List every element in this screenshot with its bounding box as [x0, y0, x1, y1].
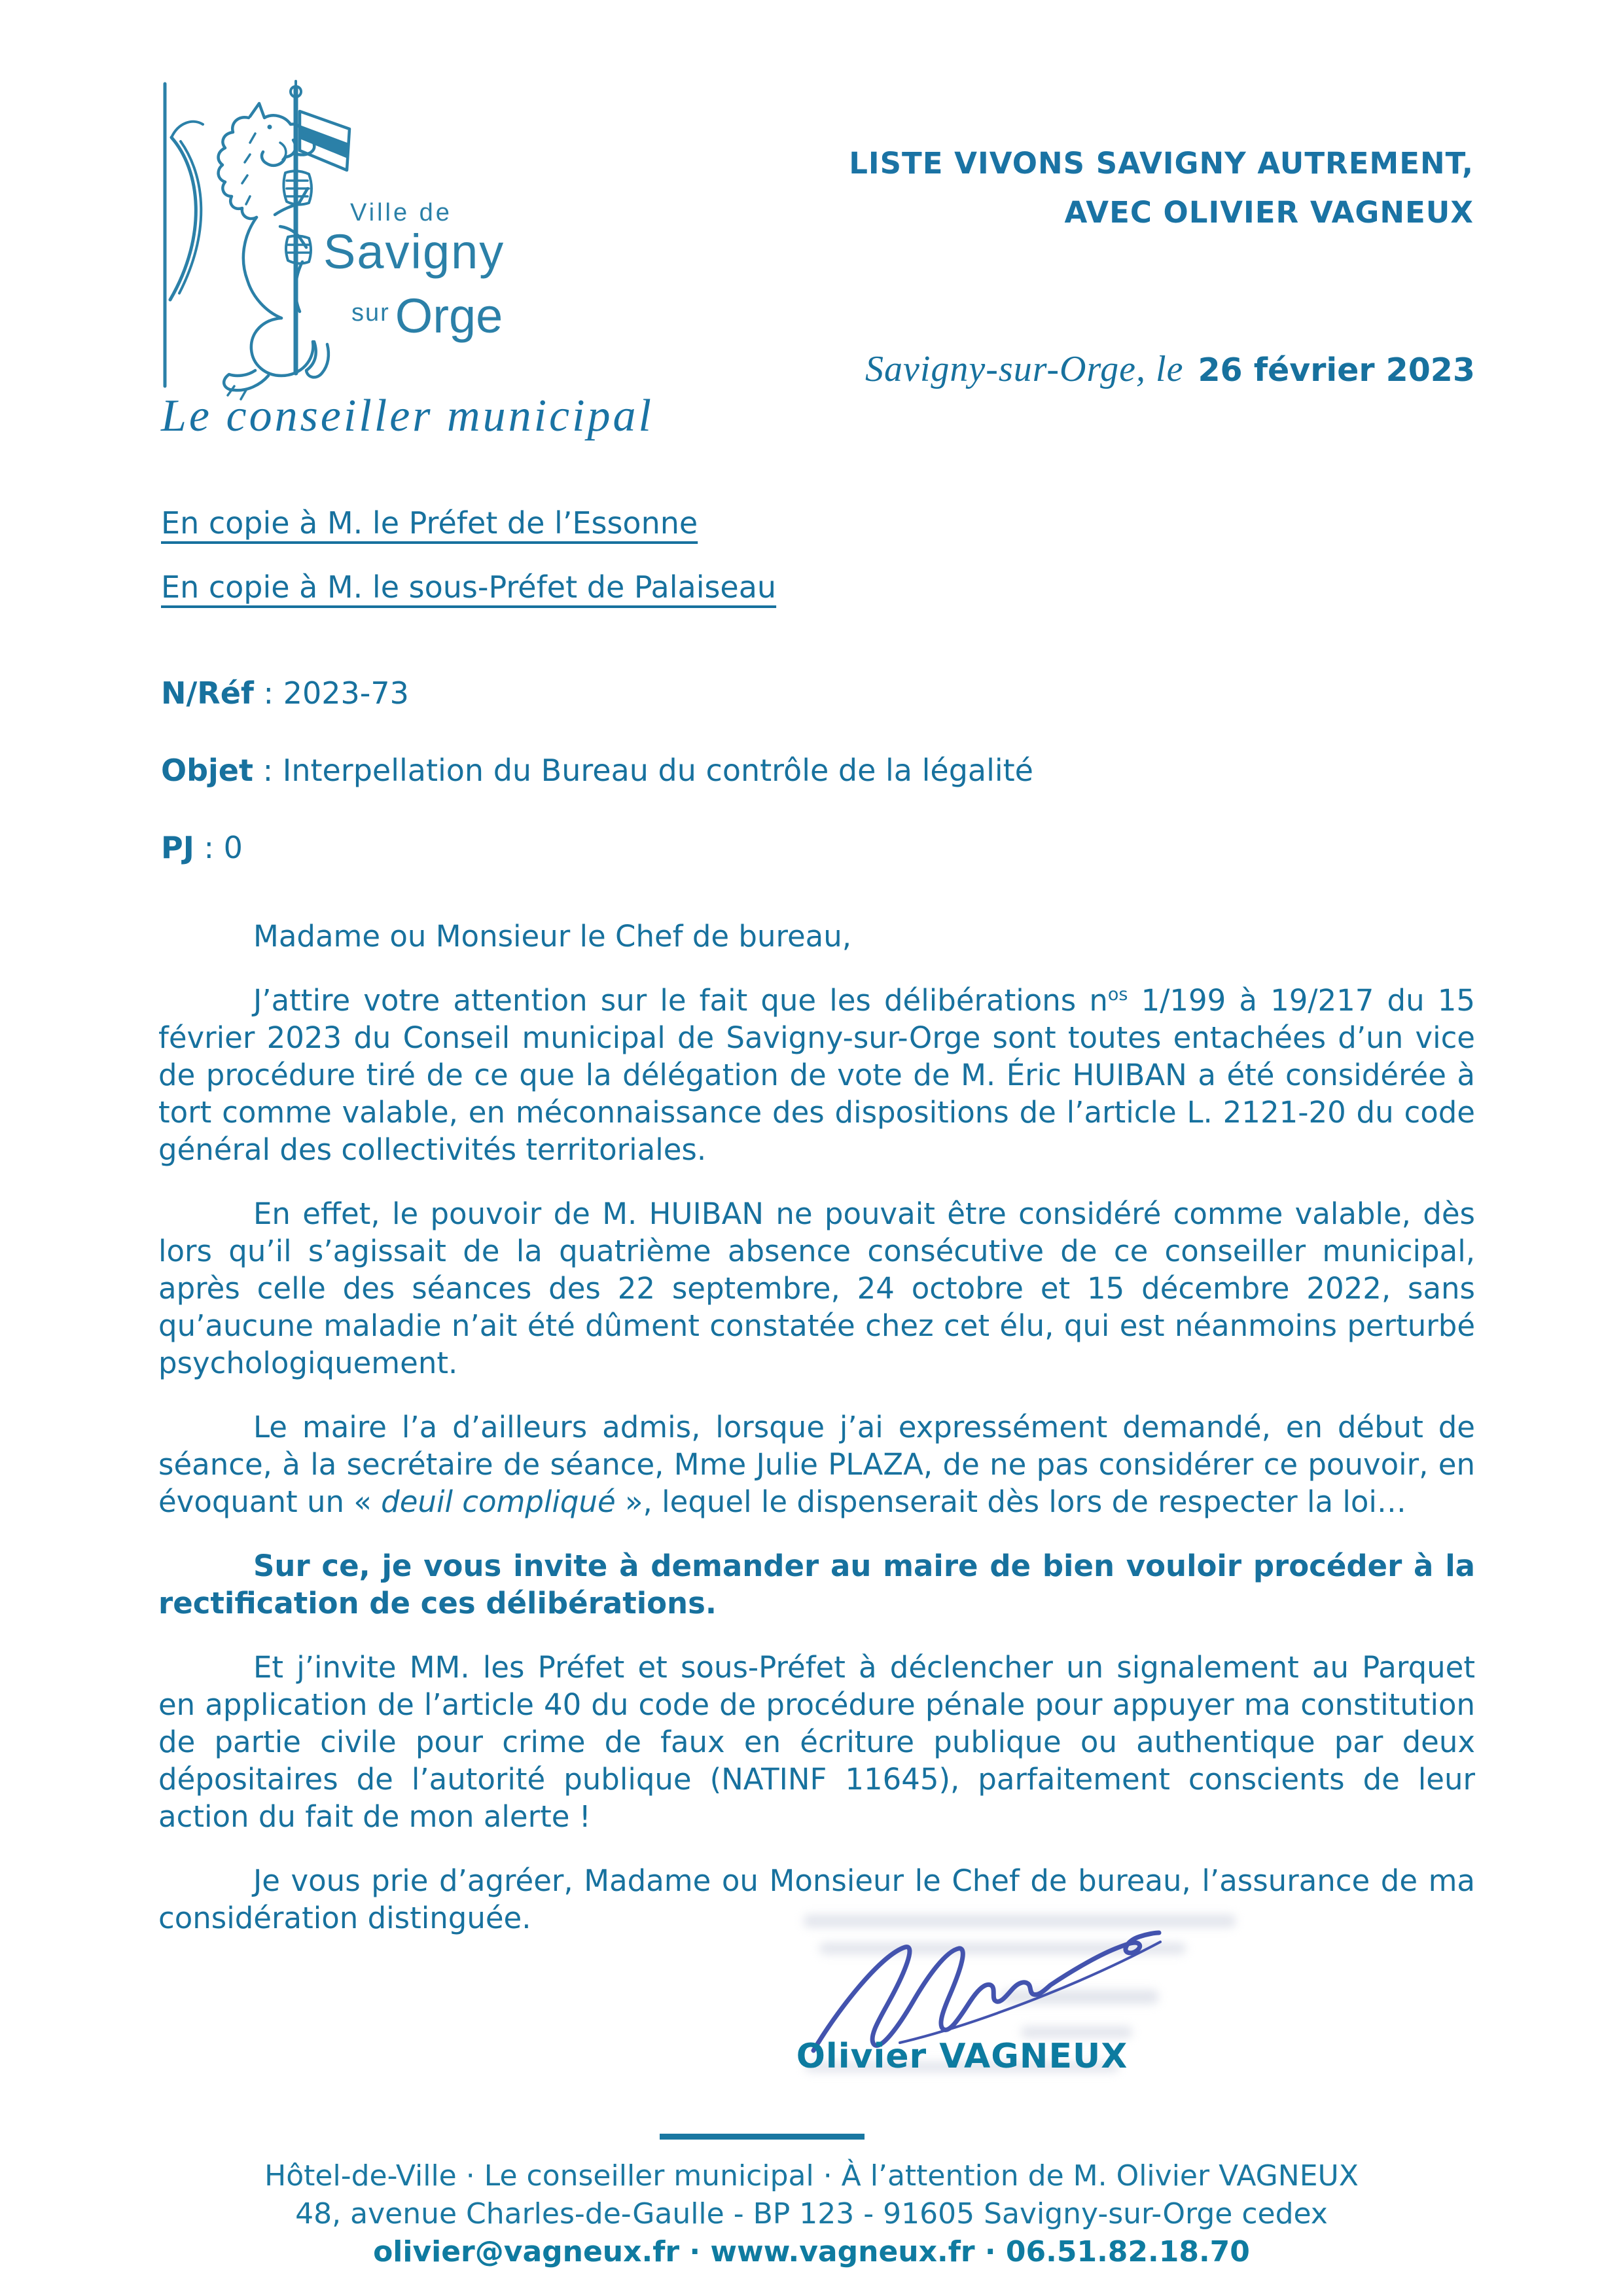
logo-orge: Orge: [395, 289, 503, 343]
paragraph-3-text: Le maire l’a d’ailleurs admis, lorsque j’ai expressément demandé, en début de séance, à la secrétaire de séance, Mme Julie PLAZA, de ne pas considérer ce pouvoir, en évoquant un «: [158, 1410, 1475, 1519]
attachments-sep: :: [194, 830, 224, 865]
place-prefix: Savigny-sur-Orge, le: [865, 349, 1184, 389]
list-title-line1: LISTE VIVONS SAVIGNY AUTREMENT,: [849, 146, 1474, 181]
logo-city-suffix: [351, 288, 503, 344]
paragraph-1-text: J’attire votre attention sur le fait que les délibérations n: [253, 983, 1108, 1018]
subject-sep: :: [253, 753, 283, 788]
paragraph-1-superscript: os: [1107, 984, 1128, 1005]
paragraph-4-bold: Sur ce, je vous invite à demander au maire de bien vouloir procéder à la rectification de ces délibérations.: [158, 1549, 1475, 1621]
signer-name: Olivier VAGNEUX: [796, 2037, 1128, 2076]
paragraph-2: En effet, le pouvoir de M. HUIBAN ne pouvait être considéré comme valable, dès lors qu’il s’agissait de la quatrième absence consécutive de ce conseiller municipal, après celle des séances des 22 septembre, 24 octobre et 15 décembre 2022, sans qu’aucune maladie n’ait été dûment constatée chez cet élu, qui est néanmoins perturbé psychologiquement.: [158, 1196, 1475, 1380]
footer-address-line2: 48, avenue Charles-de-Gaulle - BP 123 - 91605 Savigny-sur-Orge cedex: [295, 2197, 1328, 2231]
logo-city-prefix: Ville de: [350, 199, 452, 226]
letter-body: [158, 918, 1475, 1964]
paragraph-3-text-cont: », lequel le dispenserait dès lors de respecter la loi…: [615, 1484, 1406, 1519]
letter-date: 26 février 2023: [1198, 351, 1475, 389]
reference-label: N/Réf: [161, 675, 254, 711]
salutation: Madame ou Monsieur le Chef de bureau,: [253, 919, 852, 954]
reference-value: 2023-73: [283, 675, 409, 711]
logo-sur: sur: [351, 299, 390, 327]
paragraph-1: [158, 982, 1475, 1168]
footer-divider: [660, 2134, 865, 2140]
reference-block: [161, 675, 1033, 907]
reference-row: [161, 675, 1033, 711]
copy-line-sous-prefet: En copie à M. le sous-Préfet de Palaiseau: [161, 569, 777, 605]
paragraph-3: [158, 1408, 1475, 1520]
footer: [153, 2157, 1470, 2271]
place-date-line: [865, 348, 1475, 390]
subject-row: [161, 753, 1033, 788]
attachments-value: 0: [223, 830, 243, 865]
copy-recipients: [161, 505, 776, 634]
reference-sep: :: [253, 675, 283, 711]
paragraph-5: Et j’invite MM. les Préfet et sous-Préfet à déclencher un signalement au Parquet en application de l’article 40 du code de procédure pénale pour appuyer ma constitution de partie civile pour crime de faux en écriture publique ou authentique par deux dépositaires de l’autorité publique (NATINF 11645), parfaitement conscients de leur action du fait de mon alerte !: [158, 1650, 1475, 1834]
sender-role: Le conseiller municipal: [161, 391, 654, 441]
paragraph-1-text-cont: 1/199 à 19/217 du 15 février 2023 du Conseil municipal de Savigny-sur-Orge sont toutes entachées d’un vice de procédure tiré de ce que la délégation de vote de M. Éric HUIBAN a été considérée à tort comme valable, en méconnaissance des dispositions de l’article L. 2121-20 du code général des collectivités territoriales.: [158, 983, 1475, 1167]
copy-line-prefet: En copie à M. le Préfet de l’Essonne: [161, 505, 698, 541]
attachments-row: [161, 830, 1033, 865]
list-title-line2: AVEC OLIVIER VAGNEUX: [1064, 195, 1474, 230]
attachments-label: PJ: [161, 830, 194, 865]
paragraph-3-italic: deuil compliqué: [381, 1484, 616, 1519]
subject-value: Interpellation du Bureau du contrôle de la légalité: [282, 753, 1033, 788]
list-title: [849, 139, 1474, 237]
footer-address-line1: Hôtel-de-Ville · Le conseiller municipal · À l’attention de M. Olivier VAGNEUX: [264, 2159, 1359, 2193]
logo-city-name: Savigny: [323, 224, 505, 279]
footer-contact-line: olivier@vagneux.fr · www.vagneux.fr · 06.51.82.18.70: [373, 2235, 1250, 2269]
subject-label: Objet: [161, 753, 253, 788]
closing-paragraph: Je vous prie d’agréer, Madame ou Monsieur le Chef de bureau, l’assurance de ma considération distinguée.: [158, 1863, 1475, 1935]
city-logo: [152, 77, 623, 411]
